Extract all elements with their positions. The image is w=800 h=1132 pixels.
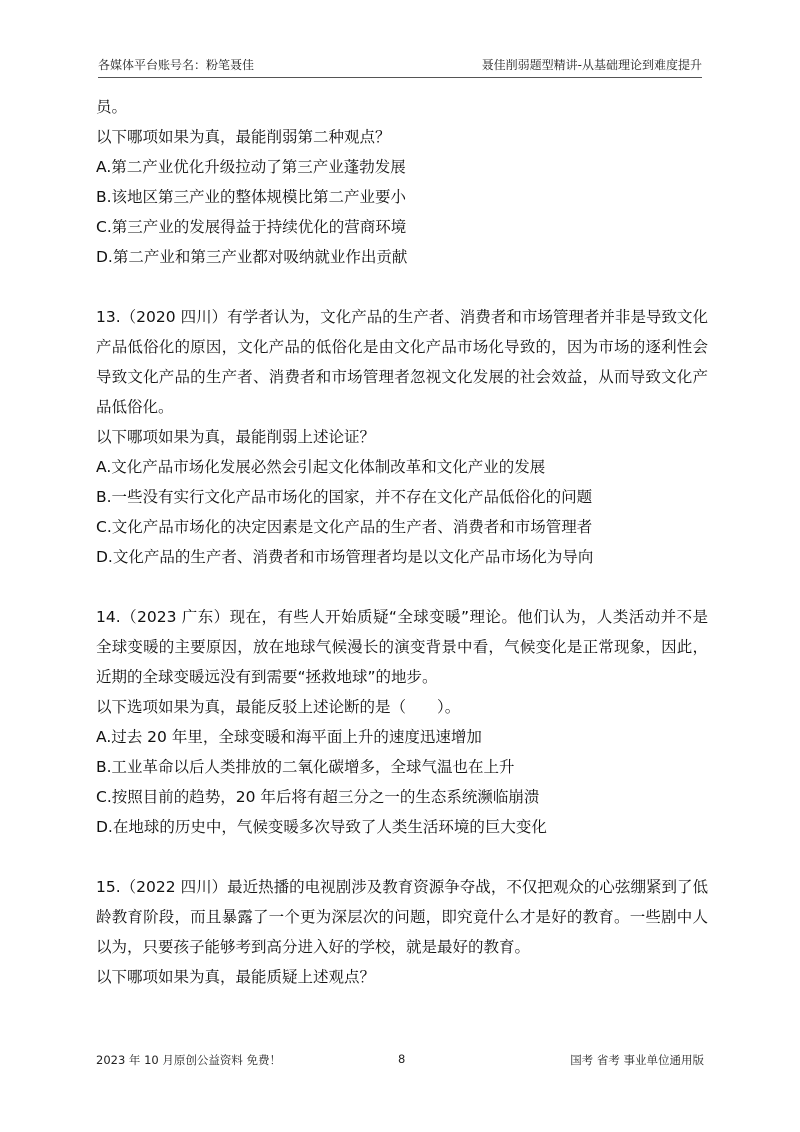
- question-14-prompt: 以下选项如果为真，最能反驳上述论断的是（ ）。: [96, 698, 461, 716]
- prev-question-prompt: 以下哪项如果为真，最能削弱第二种观点？: [96, 128, 391, 146]
- question-13-option-d: D.文化产品的生产者、消费者和市场管理者均是以文化产品市场化为导向: [96, 548, 594, 566]
- question-15-prompt: 以下哪项如果为真，最能质疑上述观点？: [96, 968, 376, 986]
- question-15-stem: 15.（2022 四川）最近热播的电视剧涉及教育资源争夺战，不仅把观众的心弦绷紧到了低龄教育阶段，而且暴露了一个更为深层次的问题，即究竟什么才是好的教育。一些剧中人以为，只要孩子能够考到高分进入好的学校，就是最好的教育。: [96, 878, 708, 956]
- spacer: [96, 842, 708, 872]
- footer-left-text: 2023 年 10 月原创公益资料 免费！: [96, 1053, 282, 1067]
- page-number: 8: [398, 1052, 406, 1066]
- question-13-option-b: B.一些没有实行文化产品市场化的国家，并不存在文化产品低俗化的问题: [96, 488, 593, 506]
- question-14-option-a: A.过去 20 年里，全球变暖和海平面上升的速度迅速增加: [96, 728, 482, 746]
- header-divider: [98, 77, 702, 78]
- page-footer: [96, 1052, 704, 1068]
- page-body: [96, 92, 708, 992]
- spacer: [96, 572, 708, 602]
- header-left-text: 各媒体平台账号名：粉笔聂佳: [98, 58, 255, 72]
- question-14-option-c: C.按照目前的趋势，20 年后将有超三分之一的生态系统濒临崩溃: [96, 788, 540, 806]
- header-right-text: 聂佳削弱题型精讲-从基础理论到难度提升: [481, 58, 702, 72]
- prev-option-b: B.该地区第三产业的整体规模比第二产业要小: [96, 188, 407, 206]
- prev-question-tail: 员。: [96, 98, 128, 116]
- prev-option-c: C.第三产业的发展得益于持续优化的营商环境: [96, 218, 407, 236]
- question-14-option-d: D.在地球的历史中，气候变暖多次导致了人类生活环境的巨大变化: [96, 818, 547, 836]
- question-13-option-a: A.文化产品市场化发展必然会引起文化体制改革和文化产业的发展: [96, 458, 546, 476]
- page-header: [98, 56, 702, 73]
- question-13-stem: 13.（2020 四川）有学者认为，文化产品的生产者、消费者和市场管理者并非是导致文化产品低俗化的原因，文化产品的低俗化是由文化产品市场化导致的，因为市场的逐利性会导致文化产品的生产者、消费者和市场管理者忽视文化发展的社会效益，从而导致文化产品低俗化。: [96, 308, 708, 416]
- question-14-stem: 14.（2023 广东）现在，有些人开始质疑“全球变暖”理论。他们认为，人类活动并不是全球变暖的主要原因，放在地球气候漫长的演变背景中看，气候变化是正常现象，因此，近期的全球变暖远没有到需要“拯救地球”的地步。: [96, 608, 708, 686]
- prev-option-d: D.第二产业和第三产业都对吸纳就业作出贡献: [96, 248, 408, 266]
- footer-right-text: 国考 省考 事业单位通用版: [570, 1053, 704, 1067]
- question-13-option-c: C.文化产品市场化的决定因素是文化产品的生产者、消费者和市场管理者: [96, 518, 593, 536]
- prev-option-a: A.第二产业优化升级拉动了第三产业蓬勃发展: [96, 158, 406, 176]
- question-14-option-b: B.工业革命以后人类排放的二氧化碳增多，全球气温也在上升: [96, 758, 515, 776]
- question-13-prompt: 以下哪项如果为真，最能削弱上述论证？: [96, 428, 376, 446]
- spacer: [96, 272, 708, 302]
